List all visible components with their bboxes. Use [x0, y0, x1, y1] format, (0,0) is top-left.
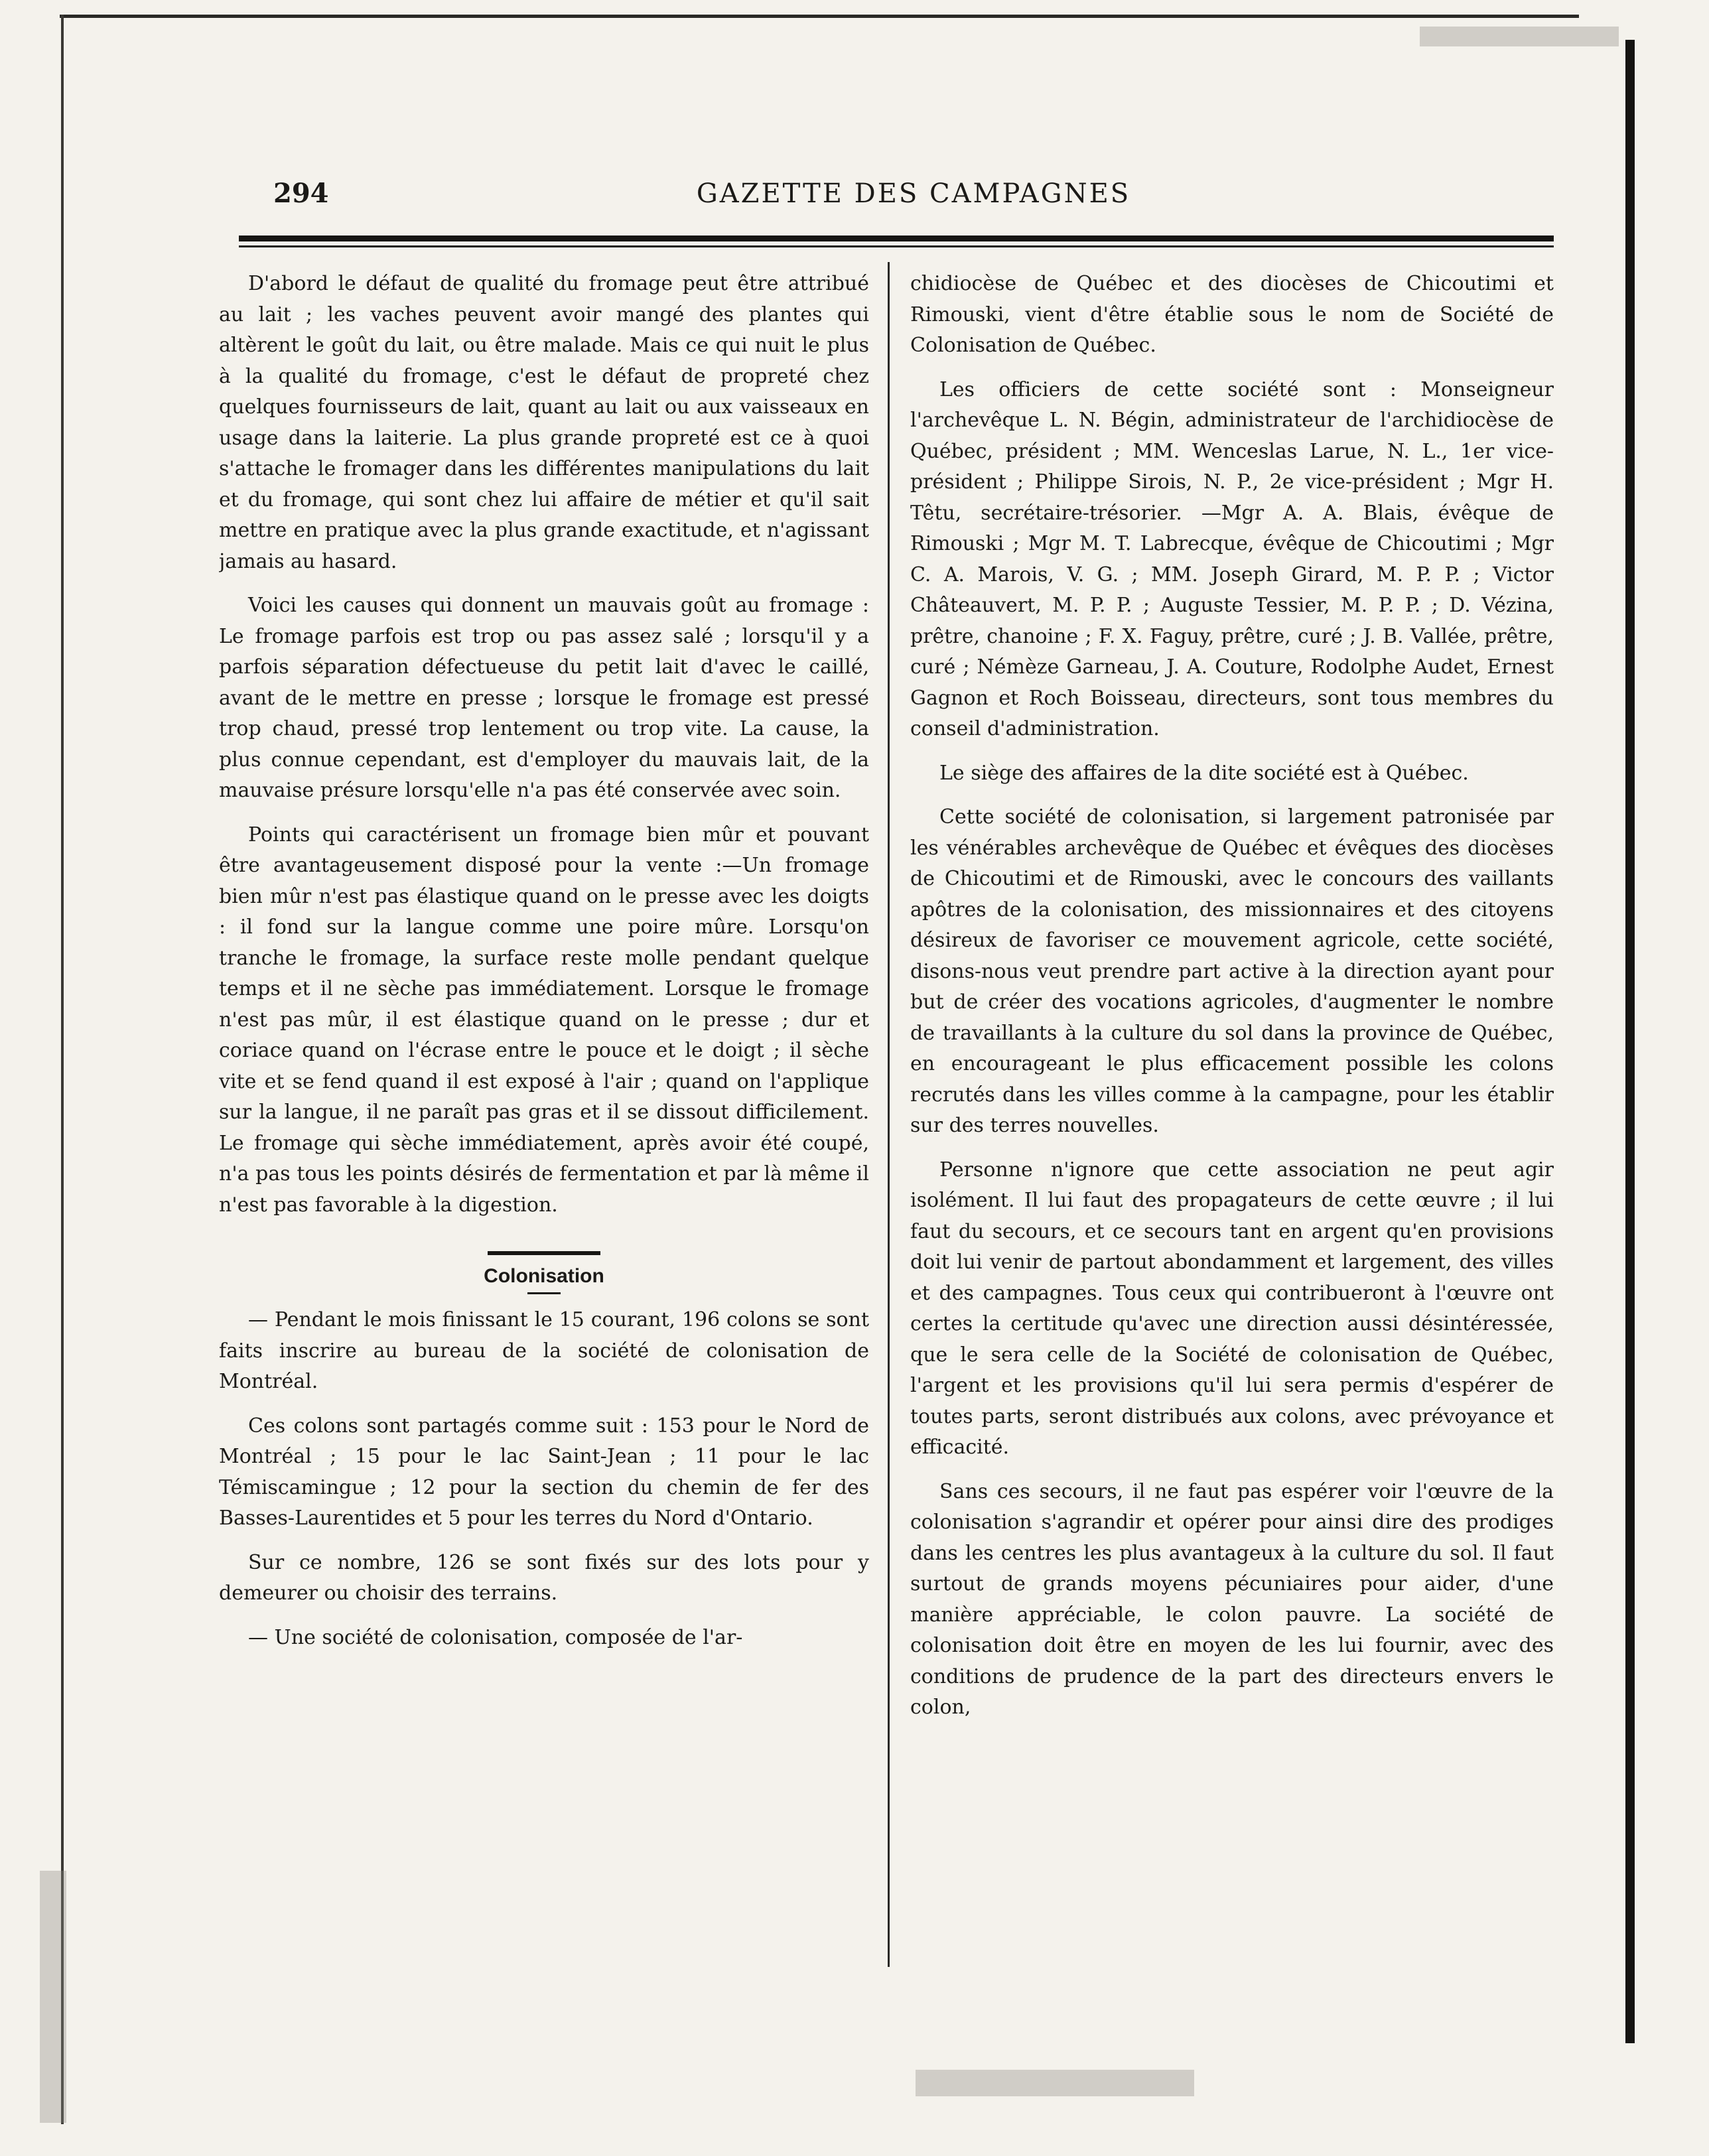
paragraph: Cette société de colonisation, si largement patronisée par les vénérables archevêque de Québec et évêques des diocèses de Chicoutimi et de Rimouski, avec le concours des vaillants apôtres de la colonisation, des missionnaires et des citoyens désireux de favoriser ce mouvement agricole, cette société, disons-nous veut prendre part active à la direction ayant pour but de créer des vocations agricoles, d'augmenter le nombre de travaillants à la culture du sol dans la province de Québec, en encourageant le plus efficacement possible les colons recrutés dans les villes comme à la campagne, pour les établir sur des terres nouvelles. [910, 805, 1554, 1137]
paragraph: Ces colons sont partagés comme suit : 153 pour le Nord de Montréal ; 15 pour le lac Saint-Jean ; 11 pour le lac Témiscamingue ; 12 pour la section du chemin de fer des Basses-Laurentides et 5 pour les terres du Nord d'Ontario. [219, 1414, 869, 1530]
left-column [219, 269, 869, 1980]
page-top-border [60, 15, 1579, 18]
paragraph: Le siège des affaires de la dite société est à Québec. [939, 761, 1469, 785]
page-number: 294 [273, 178, 329, 209]
section-title: Colonisation [484, 1265, 604, 1287]
header-rule-thick [239, 236, 1554, 241]
paragraph: Sans ces secours, il ne faut pas espérer voir l'œuvre de la colonisation s'agrandir et opérer pour ainsi dire des prodiges dans les centres les plus avantageux à la culture du sol. Il faut surtout de grands moyens pécuniaires pour aider, d'une manière appréciable, le colon pauvre. La société de colonisation doit être en moyen de les lui fournir, avec des conditions de prudence de la part des directeurs envers le colon, [910, 1479, 1554, 1719]
paragraph: — Pendant le mois finissant le 15 courant, 196 colons se sont faits inscrire au bureau de la société de colonisation de Montréal. [219, 1308, 869, 1393]
paragraph: D'abord le défaut de qualité du fromage peut être attribué au lait ; les vaches peuvent avoir mangé des plantes qui altèrent le goût du lait, ou être malade. Mais ce qui nuit le plus à la qualité du fromage, c'est le défaut de propreté chez quelques fournisseurs de lait, quant au lait ou aux vaisseaux en usage dans la laiterie. La plus grande propreté est ce à quoi s'attache le fromager dans les différentes manipulations du lait et du fromage, qui sont chez lui affaire de métier et qu'il sait mettre en pratique avec la plus grande exactitude, et n'agissant jamais au hasard. [219, 272, 869, 573]
paragraph: Sur ce nombre, 126 se sont fixés sur des lots pour y demeurer ou choisir des terrains. [219, 1550, 869, 1605]
scan-noise [916, 2070, 1194, 2096]
right-column [910, 269, 1554, 1980]
page-header [273, 174, 1554, 214]
paragraph: chidiocèse de Québec et des diocèses de Chicoutimi et Rimouski, vient d'être établie sous le nom de Société de Colonisation de Québec. [910, 272, 1554, 357]
paragraph: Voici les causes qui donnent un mauvais goût au fromage : Le fromage parfois est trop ou pas assez salé ; lorsqu'il y a parfois séparation défectueuse du petit lait d'avec le caillé, avant de le mettre en presse ; lorsque le fromage est pressé trop chaud, pressé trop lentement ou trop vite. La cause, la plus connue cependant, est d'employer du mauvais lait, de la mauvaise présure lorsqu'elle n'a pas été conservée avec soin. [219, 594, 869, 802]
paragraph: Les officiers de cette société sont : Monseigneur l'archevêque L. N. Bégin, administrateur de l'archidiocèse de Québec, président ; MM. Wenceslas Larue, N. L., 1er vice-président ; Philippe Sirois, N. P., 2e vice-président ; Mgr H. Têtu, secrétaire-trésorier. —Mgr A. A. Blais, évêque de Rimouski ; Mgr M. T. Labrecque, évêque de Chicoutimi ; Mgr C. A. Marois, V. G. ; MM. Joseph Girard, M. P. P. ; Victor Châteauvert, M. P. P. ; Auguste Tessier, M. P. P. ; D. Vézina, prêtre, chanoine ; F. X. Faguy, prêtre, curé ; J. B. Vallée, prêtre, curé ; Némèze Garneau, J. A. Couture, Rodolphe Audet, Ernest Gagnon et Roch Boisseau, directeurs, sont tous membres du conseil d'administration. [910, 377, 1554, 740]
scan-noise [1420, 27, 1619, 46]
paragraph: Personne n'ignore que cette association ne peut agir isolément. Il lui faut des propagateurs de cette œuvre ; il lui faut du secours, et ce secours tant en argent qu'en provisions doit lui venir de partout abondamment et largement, des villes et des campagnes. Tous ceux qui contribueront à l'œuvre ont certes la certitude qu'avec une direction aussi désintéressée, que le sera celle de la Société de colonisation de Québec, l'argent et les provisions qu'il lui sera permis d'espérer de toutes parts, seront distribués aux colons, avec prévoyance et efficacité. [910, 1158, 1554, 1459]
column-divider [888, 262, 890, 1967]
header-rule-thin [239, 245, 1554, 247]
paragraph: — Une société de colonisation, composée de l'ar- [248, 1625, 743, 1649]
section-rule [488, 1251, 600, 1255]
page-left-border [61, 15, 64, 2124]
paragraph: Points qui caractérisent un fromage bien mûr et pouvant être avantageusement disposé pour la vente :—Un fromage bien mûr n'est pas élastique quand on le presse avec les doigts : il fond sur la langue comme une poire mûre. Lorsqu'on tranche le fromage, la surface reste molle pendant quelque temps et il ne sèche pas immédiatement. Lorsque le fromage n'est pas mûr, il est élastique quand on le presse ; dur et coriace quand on l'écrase entre le pouce et le doigt ; il sèche vite et se fend quand il est exposé à l'air ; quand on l'applique sur la langue, il ne paraît pas gras et il se dissout difficilement. Le fromage qui sèche immédiatement, après avoir été coupé, n'a pas tous les points désirés de fermentation et par là même il n'est pas favorable à la digestion. [219, 823, 869, 1217]
running-title: GAZETTE DES CAMPAGNES [696, 178, 1131, 209]
page-right-edge [1625, 40, 1635, 2043]
scan-noise [40, 1871, 66, 2123]
section-mini-rule [527, 1292, 561, 1294]
